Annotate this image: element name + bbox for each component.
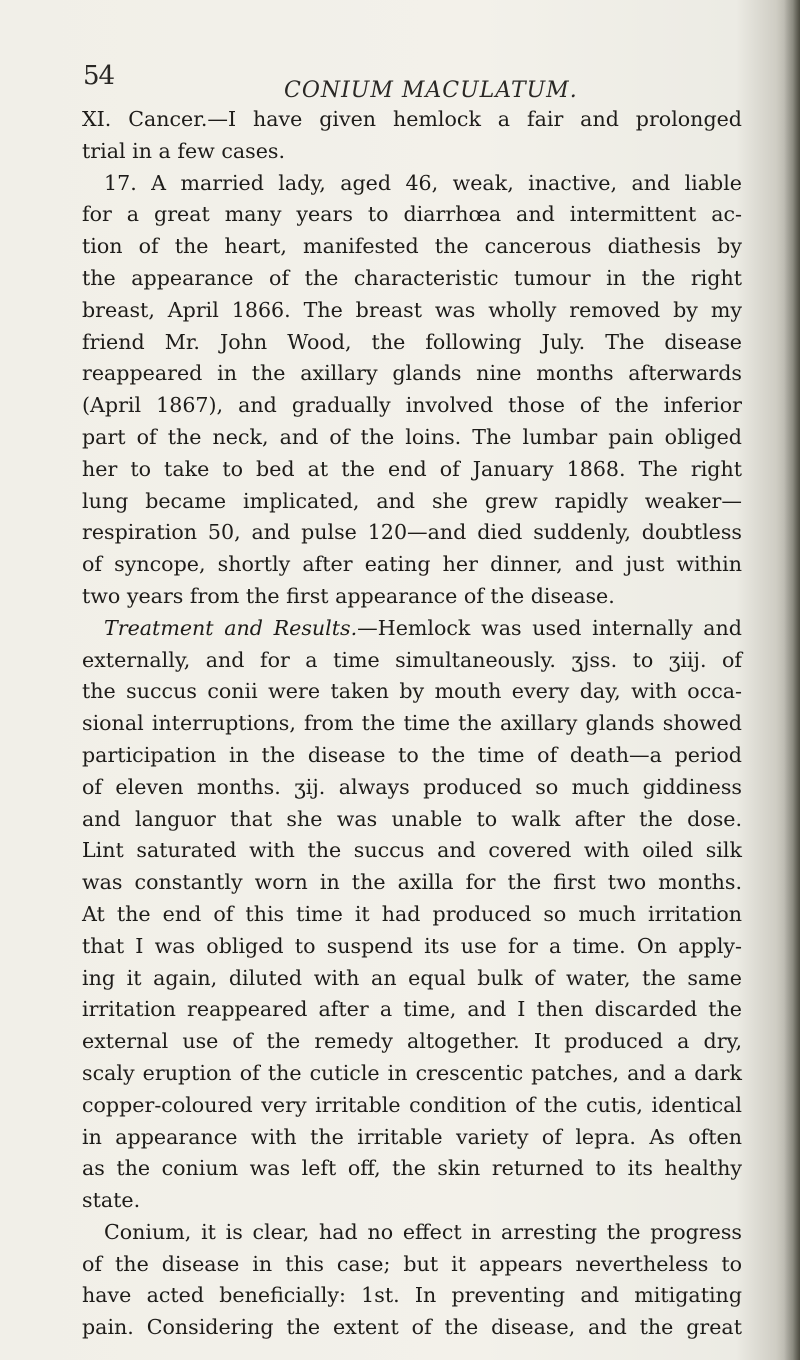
text-line: the appearance of the characteristic tumour in the right	[82, 265, 742, 290]
text-line: Conium, it is clear, had no effect in arresting the progress	[104, 1219, 742, 1244]
text-line: of eleven months. ʒij. always produced so much giddiness	[82, 774, 742, 799]
text-line: two years from the first appearance of the disease.	[82, 583, 615, 608]
text-line: external use of the remedy altogether. It produced a dry,	[82, 1029, 742, 1054]
text-line: state.	[82, 1188, 141, 1213]
text-line: breast, April 1866. The breast was wholly removed by my	[82, 297, 742, 322]
text-line: her to take to bed at the end of January 1868. The right	[82, 456, 742, 481]
text-line: pain. Considering the extent of the disease, and the great	[82, 1315, 742, 1340]
text-line: 17. A married lady, aged 46, weak, inactive, and liable	[104, 170, 742, 195]
text-line: trial in a few cases.	[82, 138, 286, 163]
running-head: CONIUM MACULATUM.	[284, 78, 578, 103]
text-line: Treatment and Results.—Hemlock was used internally and	[104, 615, 742, 640]
italic-heading: Treatment and Results.	[104, 615, 358, 640]
text-line: ing it again, diluted with an equal bulk of water, the same	[82, 965, 742, 990]
text-line: externally, and for a time simultaneously. ʒjss. to ʒiij. of	[82, 647, 742, 672]
text-line: (April 1867), and gradually involved those of the inferior	[82, 393, 742, 418]
text-line: for a great many years to diarrhœa and intermittent ac-	[82, 202, 742, 227]
text-line: tion of the heart, manifested the cancerous diathesis by	[82, 234, 742, 259]
text-line: irritation reappeared after a time, and I then discarded the	[82, 997, 742, 1022]
text-line: was constantly worn in the axilla for the first two months.	[82, 870, 742, 895]
text-line: of the disease in this case; but it appears nevertheless to	[82, 1251, 742, 1276]
text-line: as the conium was left off, the skin returned to its healthy	[82, 1156, 742, 1181]
text-line: that I was obliged to suspend its use for a time. On apply-	[82, 933, 742, 958]
page-number: 54	[83, 61, 115, 91]
page-edge-shadow	[784, 0, 800, 1360]
text-line: Lint saturated with the succus and covered with oiled silk	[82, 838, 742, 863]
text-line: in appearance with the irritable variety of lepra. As often	[82, 1124, 742, 1149]
text-line: XI. Cancer.—I have given hemlock a fair and prolonged	[82, 107, 742, 131]
text-line: lung became implicated, and she grew rapidly weaker—	[82, 488, 742, 513]
text-line: respiration 50, and pulse 120—and died suddenly, doubtless	[82, 520, 742, 545]
text-line: sional interruptions, from the time the axillary glands showed	[82, 711, 742, 736]
text-line: At the end of this time it had produced so much irritation	[82, 901, 742, 926]
text-line: of syncope, shortly after eating her dinner, and just within	[82, 552, 742, 577]
text-line: copper-coloured very irritable condition of the cutis, identical	[82, 1092, 742, 1117]
text-line: scaly eruption of the cuticle in crescentic patches, and a dark	[82, 1060, 742, 1085]
text-line: and languor that she was unable to walk after the dose.	[82, 806, 742, 831]
text-line: reappeared in the axillary glands nine months afterwards	[82, 361, 742, 386]
text-line: part of the neck, and of the loins. The lumbar pain obliged	[82, 424, 742, 449]
body-text	[82, 104, 742, 1344]
text-line: have acted beneficially: 1st. In preventing and mitigating	[82, 1283, 742, 1308]
text-line: friend Mr. John Wood, the following July. The disease	[82, 329, 742, 354]
text-line: participation in the disease to the time of death—a period	[82, 742, 742, 767]
text-line: the succus conii were taken by mouth every day, with occa-	[82, 679, 742, 704]
